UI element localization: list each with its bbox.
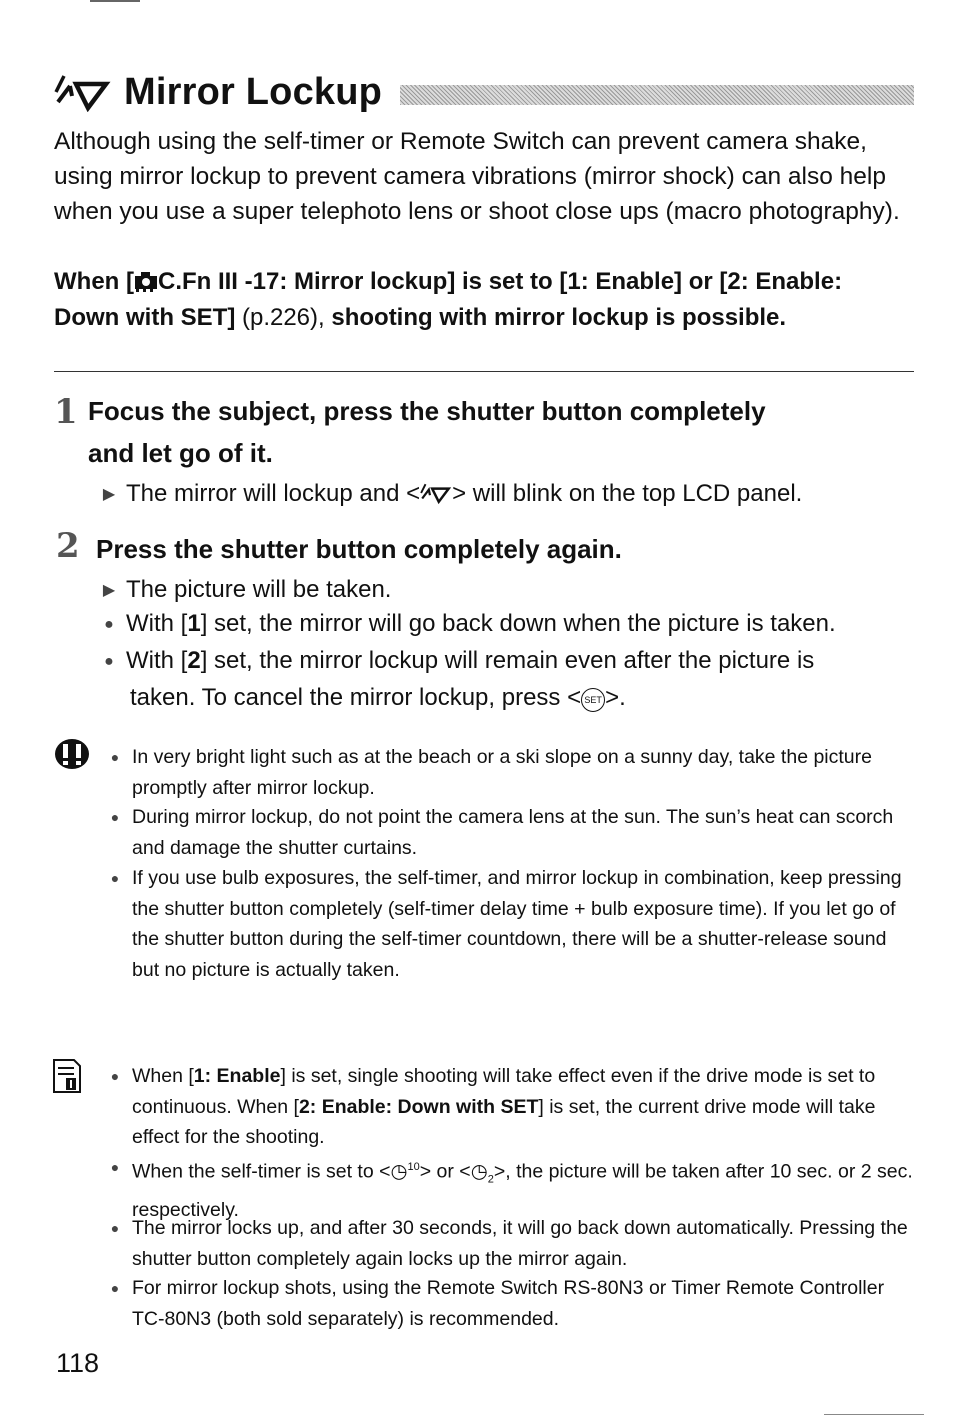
scan-mark bbox=[824, 1414, 924, 1415]
note-item: ● The mirror locks up, and after 30 seconds, it will go back down automatically. Pressing the shutter button completely again locks up the mirror again. bbox=[104, 1213, 914, 1274]
result-arrow-icon: ▶ bbox=[102, 582, 116, 599]
camera-icon bbox=[134, 270, 158, 292]
step-1-result: ▶ The mirror will lockup and < > will blink on the top LCD panel. bbox=[98, 476, 802, 513]
bullet-icon: ● bbox=[104, 616, 114, 633]
scan-mark bbox=[90, 0, 140, 2]
note-item: ● When the self-timer is set to <◷$^{10}$> or $<◷_2>$, the picture will be taken after 10 sec. or 2 sec. respectively. bbox=[104, 1152, 914, 1225]
step-1-number: 1 bbox=[54, 392, 78, 432]
caution-item: ● If you use bulb exposures, the self-timer, and mirror lockup in combination, keep pressing the shutter button completely (self-timer delay time + bulb exposure time). If you let go of the shutter button during the self-timer countdown, there will be a shutter-release sound but no picture is actually taken. bbox=[104, 863, 914, 985]
step-1-heading: Focus the subject, press the shutter button completely and let go of it. bbox=[88, 396, 766, 468]
step-2-heading: Press the shutter button completely again. bbox=[96, 534, 622, 564]
step-2-number: 2 bbox=[56, 526, 80, 566]
title-bar bbox=[400, 85, 914, 105]
step-2-bullet-1: ● With [1] set, the mirror will go back down when the picture is taken. bbox=[98, 606, 836, 643]
page-number: 118 bbox=[56, 1348, 100, 1378]
step-2-result: ▶ The picture will be taken. bbox=[98, 572, 391, 609]
note-item: ● For mirror lockup shots, using the Remote Switch RS-80N3 or Timer Remote Controller TC-80N3 (both sold separately) is recommended. bbox=[104, 1273, 914, 1334]
intro-paragraph: Although using the self-timer or Remote Switch can prevent camera shake, using mirror lockup to prevent camera vibrations (mirror shock) can also help when you use a super telephoto lens or shoot close ups (macro photography). bbox=[54, 128, 900, 225]
note-item: ● When [1: Enable] is set, single shooting will take effect even if the drive mode is set to continuous. When [2: Enable: Down with SET] is set, the current drive mode will take effect for the shooting. bbox=[104, 1061, 914, 1153]
memo-icon bbox=[52, 1058, 82, 1094]
self-timer-icon: ◷ bbox=[470, 1160, 488, 1183]
caution-item: ● During mirror lockup, do not point the camera lens at the sun. The sun’s heat can scorch and damage the shutter curtains. bbox=[104, 802, 914, 863]
mirror-lockup-icon bbox=[420, 481, 452, 505]
bullet-icon: ● bbox=[110, 1159, 120, 1175]
bullet-icon: ● bbox=[110, 1068, 120, 1084]
bullet-icon: ● bbox=[110, 809, 120, 825]
bullet-icon: ● bbox=[110, 749, 120, 765]
step-2-bullet-2: ● With [2] set, the mirror lockup will remain even after the picture is bbox=[98, 643, 814, 680]
mirror-lockup-icon bbox=[54, 72, 112, 112]
bullet-icon: ● bbox=[104, 653, 114, 670]
result-arrow-icon: ▶ bbox=[102, 486, 116, 503]
cfn-note: When [ C.Fn III -17: Mirror lockup] is set to [1: Enable] or [2: Enable: Down with SET] (p.226), shooting with mirror lockup is possible. bbox=[54, 268, 843, 331]
caution-icon bbox=[52, 736, 92, 772]
caution-item: ● In very bright light such as at the beach or a ski slope on a sunny day, take the picture promptly after mirror lockup. bbox=[104, 742, 914, 803]
section-divider bbox=[54, 371, 914, 372]
set-button-icon: SET bbox=[581, 688, 605, 712]
bullet-icon: ● bbox=[110, 870, 120, 886]
self-timer-icon: ◷ bbox=[390, 1160, 408, 1183]
page-title: Mirror Lockup bbox=[124, 70, 383, 113]
step-2-bullet-2-cont: taken. To cancel the mirror lockup, press < SET >. bbox=[130, 684, 626, 711]
title-row bbox=[54, 66, 914, 118]
bullet-icon: ● bbox=[110, 1280, 120, 1296]
bullet-icon: ● bbox=[110, 1220, 120, 1236]
